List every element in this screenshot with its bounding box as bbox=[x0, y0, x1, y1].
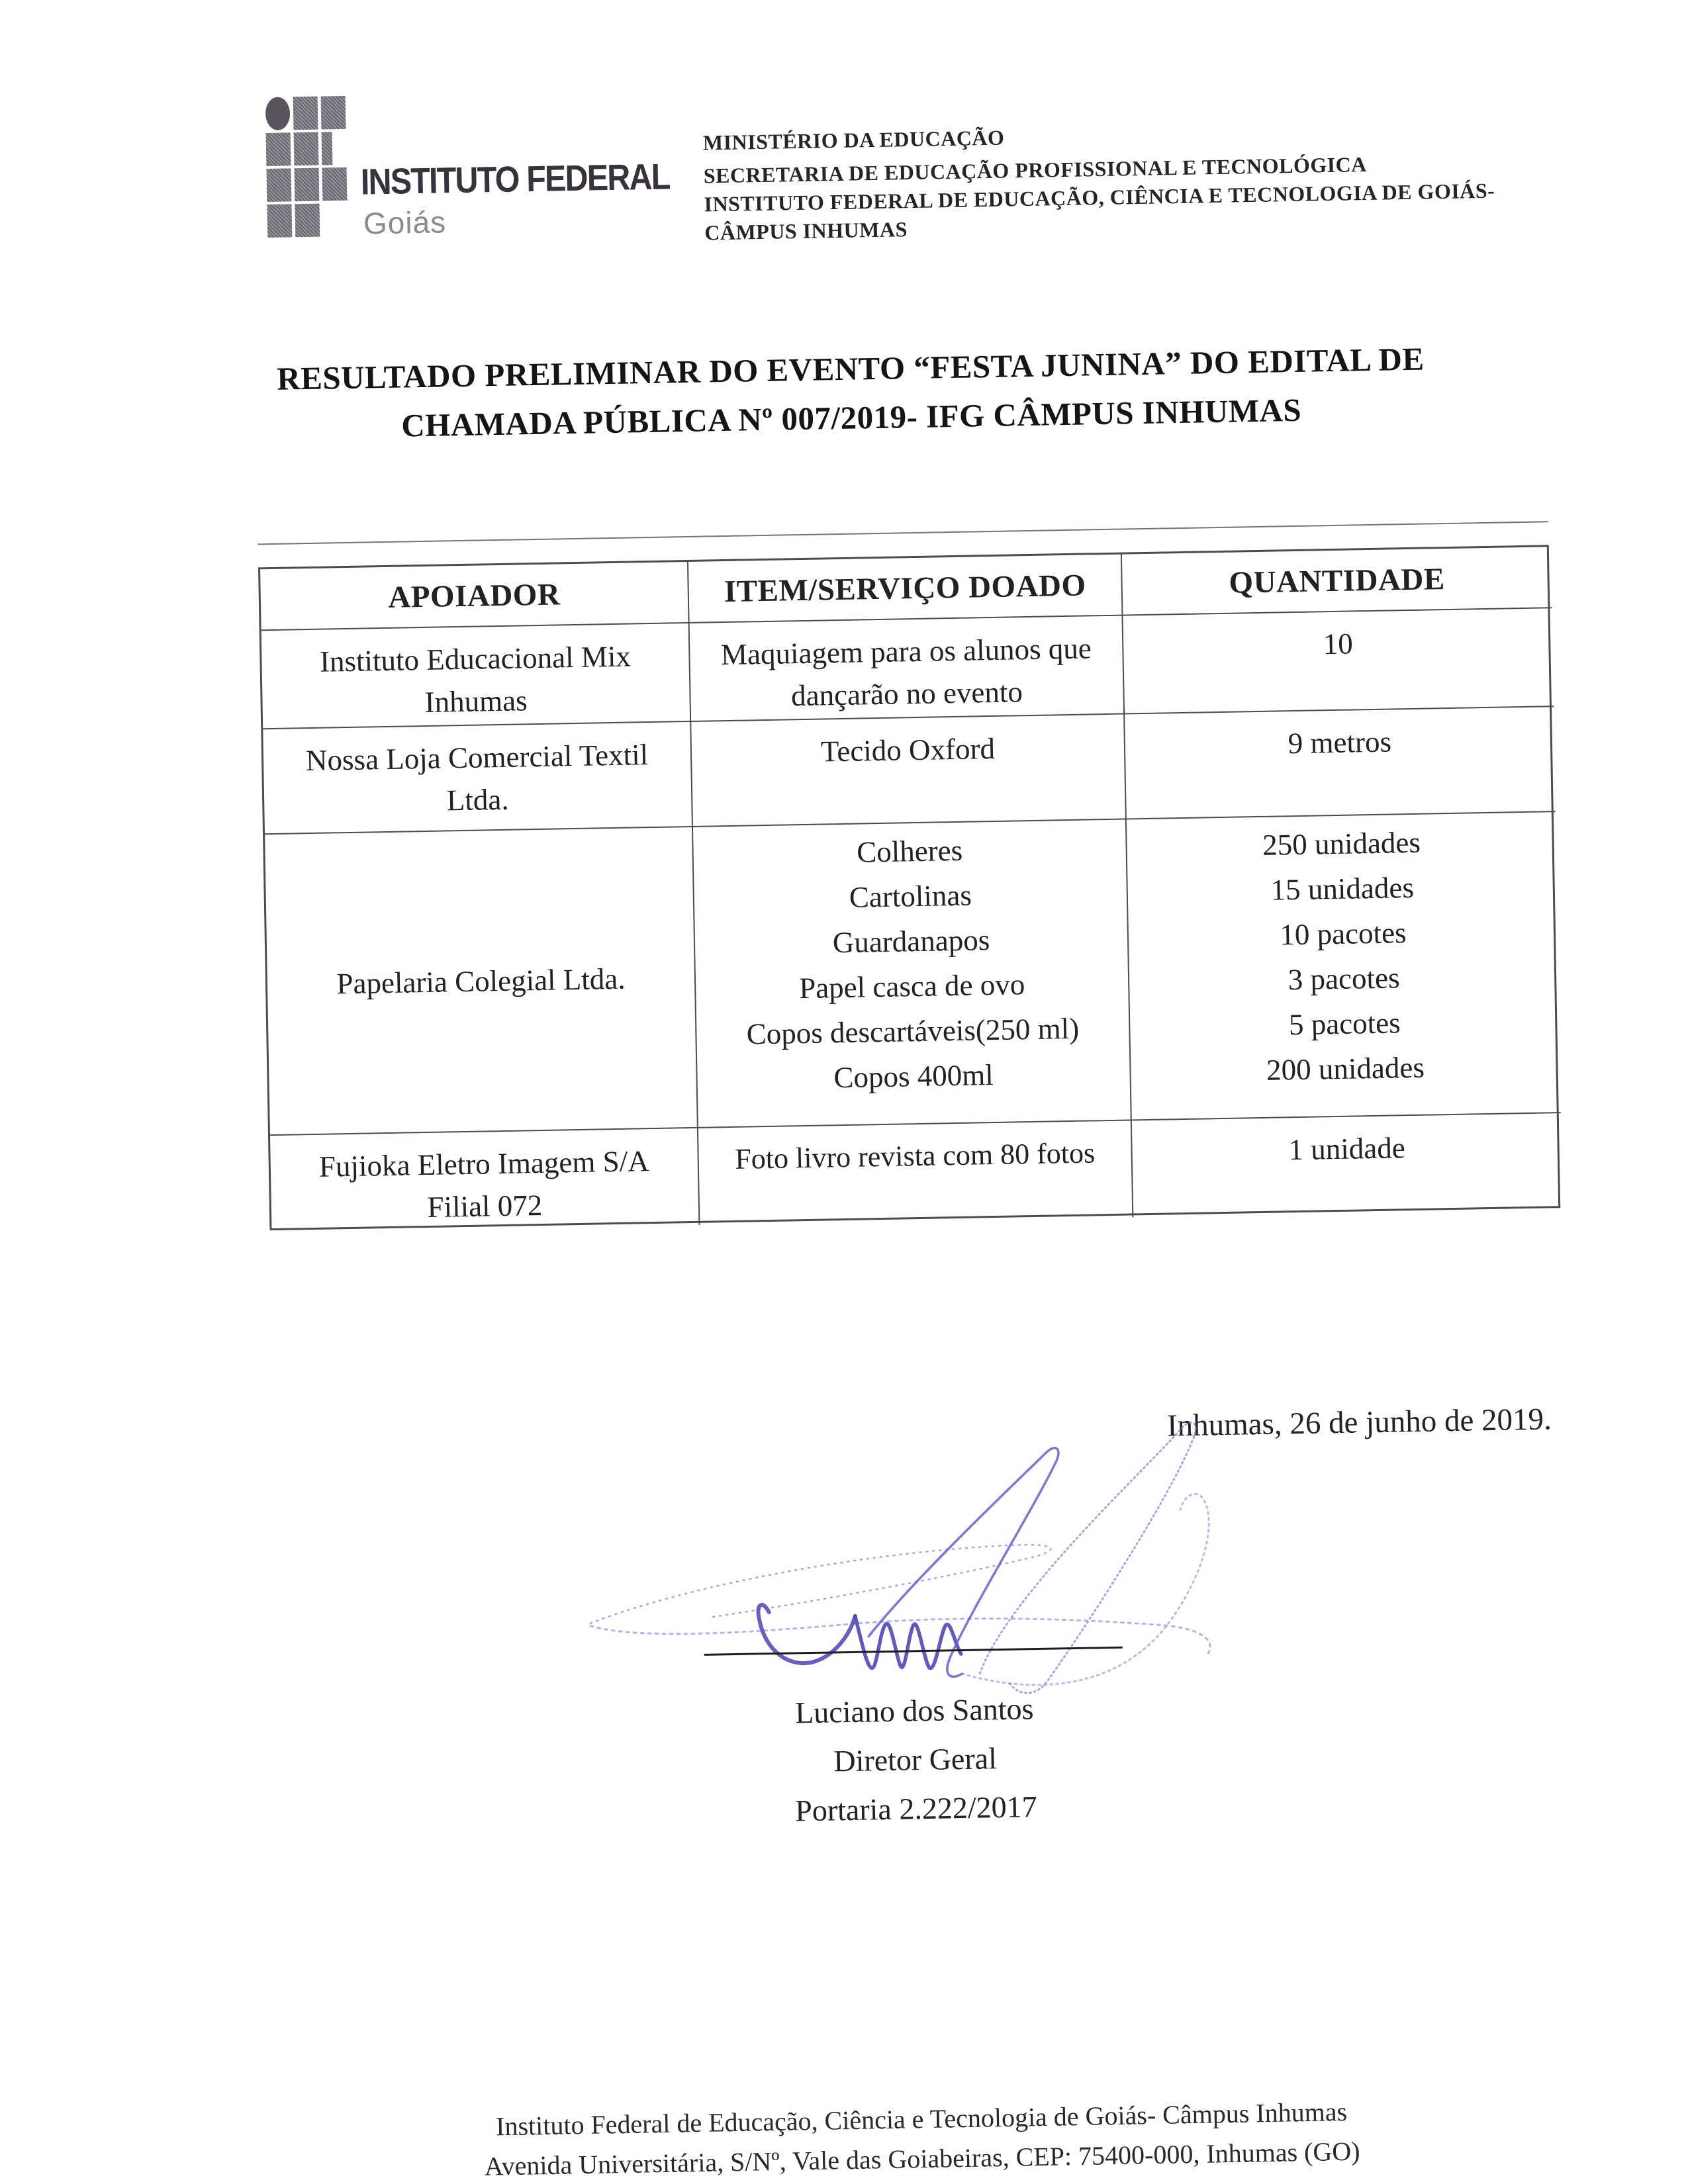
ministry-line: MINISTÉRIO DA EDUCAÇÃO bbox=[702, 125, 1005, 155]
list-item: 10 pacotes bbox=[1279, 916, 1407, 952]
title-line-2: CHAMADA PÚBLICA Nº 007/2019- IFG CÂMPUS INHUMAS bbox=[400, 391, 1302, 444]
cell-text: 1 unidade bbox=[1288, 1131, 1406, 1167]
cell-text: Nossa Loja Comercial Textil bbox=[305, 738, 649, 778]
cell-text: Tecido Oxford bbox=[820, 731, 996, 768]
ministry-line: INSTITUTO FEDERAL DE EDUCAÇÃO, CIÊNCIA E TECNOLOGIA DE GOIÁS- bbox=[704, 178, 1495, 216]
list-item: 15 unidades bbox=[1270, 870, 1415, 907]
cell-text: 10 bbox=[1323, 627, 1354, 661]
table-cell-item-list bbox=[692, 819, 1131, 1127]
list-item: 200 unidades bbox=[1266, 1050, 1425, 1087]
ifg-logo bbox=[265, 96, 348, 238]
signature-block bbox=[712, 1683, 1119, 1837]
table-cell-qty bbox=[1121, 607, 1554, 713]
list-item: Papel casca de ovo bbox=[798, 968, 1025, 1005]
place-date-line: Inhumas, 26 de junho de 2019. bbox=[1166, 1402, 1552, 1443]
cell-text: Foto livro revista com 80 fotos bbox=[734, 1136, 1096, 1175]
cell-text: Maquiagem para os alunos que bbox=[720, 631, 1092, 672]
signer-role: Diretor Geral bbox=[833, 1741, 998, 1778]
footer-line-2: Avenida Universitária, S/Nº, Vale das Goiabeiras, CEP: 75400-000, Inhumas (GO) bbox=[484, 2136, 1360, 2181]
cell-text: dançarão no evento bbox=[790, 675, 1023, 713]
col-header-item-servico: ITEM/SERVIÇO DOADO bbox=[687, 555, 1121, 622]
signer-portaria: Portaria 2.222/2017 bbox=[794, 1790, 1038, 1828]
table-cell-qty-list bbox=[1125, 811, 1561, 1119]
table-cell-apoiador bbox=[261, 622, 690, 728]
logo-brand-text: INSTITUTO FEDERAL bbox=[360, 156, 670, 203]
list-item: 5 pacotes bbox=[1288, 1006, 1401, 1042]
table-cell-qty bbox=[1131, 1112, 1562, 1217]
title-line-1: RESULTADO PRELIMINAR DO EVENTO “FESTA JUNINA” DO EDITAL DE bbox=[276, 340, 1425, 397]
cell-text: Filial 072 bbox=[427, 1188, 543, 1224]
cell-text: Fujioka Eletro Imagem S/A bbox=[318, 1144, 650, 1183]
logo-region-text: Goiás bbox=[363, 205, 447, 241]
ministry-line: SECRETARIA DE EDUCAÇÃO PROFISSIONAL E TECNOLÓGICA bbox=[703, 152, 1368, 188]
ministry-header bbox=[703, 115, 1496, 248]
table-cell-apoiador bbox=[265, 826, 697, 1134]
donations-table bbox=[258, 545, 1560, 1230]
signature-ink bbox=[541, 1394, 1307, 1718]
cell-text: Papelaria Colegial Ltda. bbox=[336, 962, 626, 1000]
ministry-line: CÂMPUS INHUMAS bbox=[704, 217, 908, 245]
cell-text: Ltda. bbox=[446, 782, 509, 817]
cell-text: Inhumas bbox=[424, 684, 528, 719]
cell-text: Instituto Educacional Mix bbox=[319, 639, 632, 678]
table-cell-item bbox=[690, 713, 1125, 826]
list-item: 250 unidades bbox=[1262, 825, 1421, 862]
footer-line-1: Instituto Federal de Educação, Ciência e Tecnologia de Goiás- Câmpus Inhumas bbox=[495, 2096, 1348, 2142]
table-cell-item bbox=[697, 1119, 1132, 1224]
list-item: Cartolinas bbox=[849, 878, 972, 914]
col-header-quantidade: QUANTIDADE bbox=[1121, 547, 1552, 614]
table-cell-apoiador bbox=[263, 721, 692, 833]
table-cell-apoiador bbox=[270, 1127, 698, 1232]
table-cell-qty bbox=[1123, 705, 1556, 818]
col-header-apoiador: APOIADOR bbox=[387, 576, 561, 615]
cell-text: 9 metros bbox=[1288, 725, 1392, 760]
list-item: 3 pacotes bbox=[1288, 961, 1400, 997]
list-item: Copos 400ml bbox=[833, 1058, 994, 1095]
document-title bbox=[214, 334, 1487, 453]
list-item: Copos descartáveis(250 ml) bbox=[746, 1011, 1080, 1051]
page-footer bbox=[326, 2089, 1519, 2184]
table-cell-item bbox=[688, 615, 1124, 721]
logo-f-stem bbox=[322, 132, 333, 165]
list-item: Guardanapos bbox=[832, 923, 990, 960]
logo-circle bbox=[265, 97, 291, 130]
signer-name: Luciano dos Santos bbox=[794, 1692, 1034, 1730]
list-item: Colheres bbox=[856, 833, 963, 869]
table-top-scan-line bbox=[258, 521, 1548, 545]
